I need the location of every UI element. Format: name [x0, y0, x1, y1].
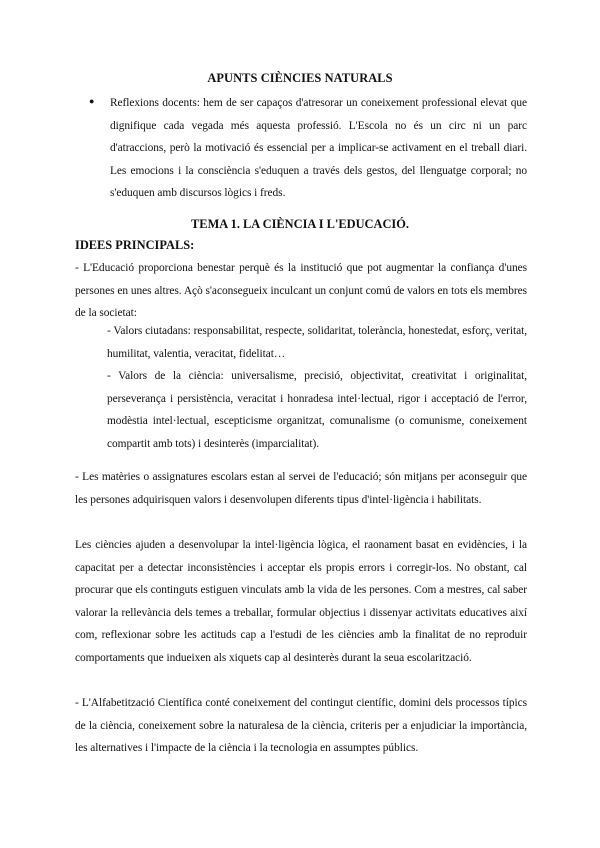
paragraph-education: - L'Educació proporciona benestar perquè és la institució que pot augmentar la confiança d'unes persones en unes altres. Açò s'aconsegueix inculcant un conjunt comú de valors en tots els membres de la societat: [75, 262, 527, 319]
civic-values-item: - Valors ciutadans: responsabilitat, respecte, solidaritat, tolerància, honestedat, esforç, veritat, humilitat, valentia, veracitat, fidelitat… [107, 325, 527, 360]
science-values-item: - Valors de la ciència: universalisme, precisió, objectivitat, creativitat i originalitat, perseverança i persistència, veracitat i honradesa intel·lectual, rigor i acceptació de l'error, modèstia intel·lectual, escepticisme organitzat, comunalisme (o comunisme, coneixement compartit amb tots) i desinterès (imparcialitat). [107, 370, 527, 450]
paragraph-subjects: - Les matèries o assignatures escolars estan al servei de l'educació; són mitjans per aconseguir que les persones adquirisquen valors i desenvolupen diferents tipus d'intel·ligència i habilitats. [75, 471, 527, 506]
paragraph-scientific-literacy: - L'Alfabetització Científica conté coneixement del contingut científic, domini dels processos típics de la ciència, coneixement sobre la naturalesa de la ciència, criteris per a enjudiciar la importància, les alternatives i l'impacte de la ciència i la tecnologia en assumptes públics. [75, 697, 527, 754]
document-title: APUNTS CIÈNCIES NATURALS [207, 71, 393, 85]
main-ideas-heading: IDEES PRINCIPALS: [75, 238, 195, 252]
bullet-dot-icon: ● [89, 96, 95, 106]
paragraph-sciences: Les ciències ajuden a desenvolupar la intel·ligència lògica, el raonament basat en evidències, i la capacitat per a detectar inconsistències i acceptar els propis errors i corregir-los. No obstant, cal procurar que els continguts estiguen vinculats amb la vida de les persones. Com a mestres, cal saber valorar la rellevància dels temes a treballar, formular objectius i dissenyar activitats educatives així com, reflexionar sobre les actituds cap a l'estudi de les ciències amb la finalitat de no reproduir comportaments que indueixen als xiquets cap al desinterès durant la seua escolarització. [75, 539, 527, 664]
section-title: TEMA 1. LA CIÈNCIA I L'EDUCACIÓ. [191, 217, 409, 231]
reflection-text: Reflexions docents: hem de ser capaços d'atresorar un coneixement professional elevat que dignifique cada vegada més aquesta professió. L'Escola no és un circ ni un parc d'atraccions, però la motivació és essencial per a implicar-se activament en el treball diari. Les emocions i la consciència s'eduquen a través dels gestos, del llenguatge corporal; no s'eduquen amb discursos lògics i freds. [110, 97, 527, 199]
